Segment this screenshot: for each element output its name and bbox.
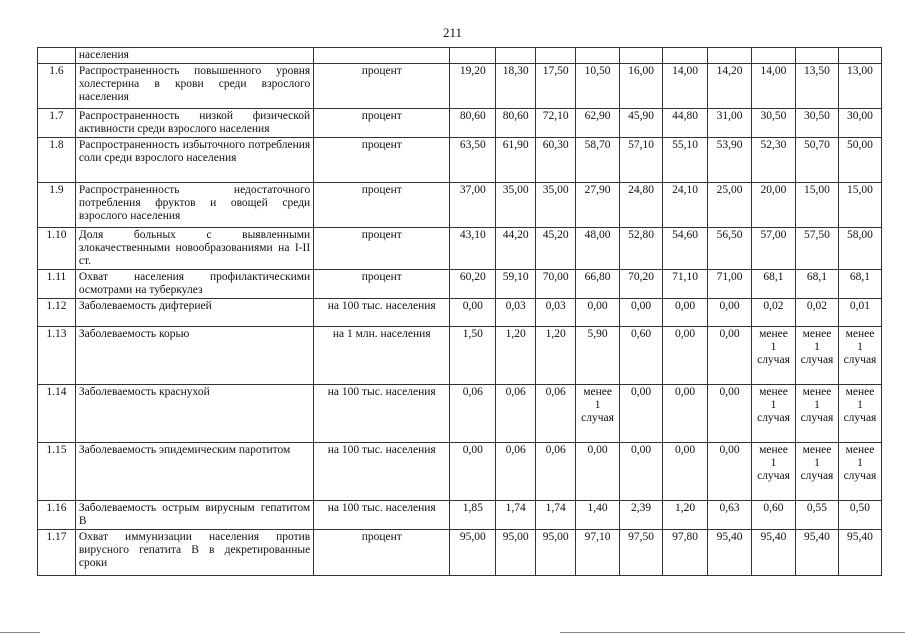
value-cell: 52,30 (752, 138, 796, 183)
table-row (38, 109, 882, 138)
unit-cell: на 1 млн. населения (314, 327, 450, 385)
indicator-table (37, 47, 882, 576)
value-cell: 35,00 (536, 183, 576, 228)
value-cell: 95,40 (752, 530, 796, 576)
table-row (38, 443, 882, 501)
row-number: 1.12 (38, 299, 76, 327)
value-cell: 18,30 (496, 64, 536, 109)
value-cell: 62,90 (576, 109, 620, 138)
value-cell: 66,80 (576, 270, 620, 299)
value-cell: 48,00 (576, 228, 620, 270)
value-cell: 24,80 (620, 183, 663, 228)
value-cell: 68,1 (795, 270, 838, 299)
value-cell: 52,80 (620, 228, 663, 270)
table-row (38, 385, 882, 443)
value-cell: 0,03 (496, 299, 536, 327)
unit-cell: процент (314, 64, 450, 109)
value-cell: 2,39 (620, 501, 663, 530)
row-number: 1.6 (38, 64, 76, 109)
value-cell: 95,40 (838, 530, 881, 576)
value-cell: 0,00 (663, 443, 708, 501)
row-number: 1.8 (38, 138, 76, 183)
value-cell: 72,10 (536, 109, 576, 138)
row-number: 1.13 (38, 327, 76, 385)
value-cell: 16,00 (620, 64, 663, 109)
value-cell: менее 1 случая (795, 385, 838, 443)
value-cell: 97,80 (663, 530, 708, 576)
value-cell: 58,70 (576, 138, 620, 183)
value-cell: 1,74 (536, 501, 576, 530)
table-row (38, 183, 882, 228)
value-cell: 0,00 (576, 299, 620, 327)
value-cell: 97,50 (620, 530, 663, 576)
value-cell: 13,00 (838, 64, 881, 109)
unit-cell: процент (314, 530, 450, 576)
value-cell: 0,01 (838, 299, 881, 327)
table-row (38, 228, 882, 270)
indicator-name: Распространенность избыточного потребления соли среди взрослого населения (75, 138, 313, 183)
value-cell: 0,06 (450, 385, 496, 443)
row-number: 1.11 (38, 270, 76, 299)
value-cell: 15,00 (838, 183, 881, 228)
value-cell: 95,00 (536, 530, 576, 576)
value-cell: 1,40 (576, 501, 620, 530)
value-cell: 80,60 (450, 109, 496, 138)
value-cell: 95,40 (795, 530, 838, 576)
table-row (38, 64, 882, 109)
value-cell: 0,00 (620, 299, 663, 327)
value-cell: 15,00 (795, 183, 838, 228)
unit-cell: процент (314, 228, 450, 270)
table-row (38, 501, 882, 530)
row-number (38, 48, 76, 64)
value-cell: 35,00 (496, 183, 536, 228)
indicator-name: населения (75, 48, 313, 64)
value-cell: 61,90 (496, 138, 536, 183)
indicator-name: Заболеваемость эпидемическим паротитом (75, 443, 313, 501)
value-cell: 95,00 (496, 530, 536, 576)
value-cell: 30,50 (795, 109, 838, 138)
indicator-name: Заболеваемость краснухой (75, 385, 313, 443)
unit-cell (314, 48, 450, 64)
table-row (38, 530, 882, 576)
value-cell: 44,20 (496, 228, 536, 270)
value-cell: 14,00 (663, 64, 708, 109)
value-cell: 44,80 (663, 109, 708, 138)
value-cell: 43,10 (450, 228, 496, 270)
value-cell: 1,85 (450, 501, 496, 530)
value-cell: 1,50 (450, 327, 496, 385)
row-number: 1.14 (38, 385, 76, 443)
unit-cell: процент (314, 109, 450, 138)
value-cell: 0,50 (838, 501, 881, 530)
value-cell: 0,00 (708, 443, 752, 501)
unit-cell: процент (314, 270, 450, 299)
value-cell: 0,00 (708, 385, 752, 443)
value-cell: менее 1 случая (752, 385, 796, 443)
value-cell: 13,50 (795, 64, 838, 109)
table-row (38, 270, 882, 299)
value-cell: 0,00 (663, 327, 708, 385)
value-cell: 1,74 (496, 501, 536, 530)
indicator-name: Распространенность низкой физической активности среди взрослого населения (75, 109, 313, 138)
indicator-name: Заболеваемость острым вирусным гепатитом В (75, 501, 313, 530)
value-cell: менее 1 случая (752, 443, 796, 501)
table-row (38, 138, 882, 183)
value-cell: 10,50 (576, 64, 620, 109)
page-bottom-rule-left (0, 632, 40, 633)
value-cell: 0,02 (795, 299, 838, 327)
value-cell: 0,00 (663, 385, 708, 443)
value-cell: 0,60 (752, 501, 796, 530)
unit-cell: на 100 тыс. населения (314, 443, 450, 501)
value-cell: 25,00 (708, 183, 752, 228)
value-cell: 59,10 (496, 270, 536, 299)
value-cell: 71,10 (663, 270, 708, 299)
row-number: 1.9 (38, 183, 76, 228)
value-cell: 17,50 (536, 64, 576, 109)
indicator-name: Заболеваемость корью (75, 327, 313, 385)
value-cell: 0,00 (576, 443, 620, 501)
indicator-name: Распространенность повышенного уровня холестерина в крови среди взрослого населения (75, 64, 313, 109)
page-bottom-rule-right (560, 632, 905, 633)
value-cell: 0,06 (536, 443, 576, 501)
value-cell: 1,20 (663, 501, 708, 530)
value-cell: менее 1 случая (838, 327, 881, 385)
value-cell: 63,50 (450, 138, 496, 183)
value-cell: 0,00 (708, 327, 752, 385)
value-cell: менее 1 случая (838, 443, 881, 501)
unit-cell: процент (314, 138, 450, 183)
indicator-name: Охват иммунизации населения против вирусного гепатита В в декретированные сроки (75, 530, 313, 576)
value-cell: менее 1 случая (795, 327, 838, 385)
value-cell: менее 1 случая (576, 385, 620, 443)
value-cell: 95,00 (450, 530, 496, 576)
value-cell: менее 1 случая (795, 443, 838, 501)
value-cell: 54,60 (663, 228, 708, 270)
value-cell: 31,00 (708, 109, 752, 138)
row-number: 1.7 (38, 109, 76, 138)
value-cell: 68,1 (838, 270, 881, 299)
value-cell: 0,63 (708, 501, 752, 530)
value-cell: 71,00 (708, 270, 752, 299)
value-cell: 0,60 (620, 327, 663, 385)
value-cell: 60,20 (450, 270, 496, 299)
page-number: 211 (442, 25, 463, 40)
value-cell: 56,50 (708, 228, 752, 270)
value-cell: 0,00 (620, 385, 663, 443)
indicator-name: Заболеваемость дифтерией (75, 299, 313, 327)
value-cell: 27,90 (576, 183, 620, 228)
indicator-name: Распространенность недостаточного потребления фруктов и овощей среди взрослого населения (75, 183, 313, 228)
value-cell: 57,50 (795, 228, 838, 270)
continuation-row (38, 48, 882, 64)
value-cell: 57,00 (752, 228, 796, 270)
value-cell: 19,20 (450, 64, 496, 109)
value-cell: 0,00 (663, 299, 708, 327)
value-cell: 70,00 (536, 270, 576, 299)
unit-cell: процент (314, 183, 450, 228)
value-cell: 55,10 (663, 138, 708, 183)
value-cell: 1,20 (496, 327, 536, 385)
value-cell: 60,30 (536, 138, 576, 183)
row-number: 1.15 (38, 443, 76, 501)
indicator-name: Охват населения профилактическими осмотрами на туберкулез (75, 270, 313, 299)
value-cell: 45,90 (620, 109, 663, 138)
value-cell: 24,10 (663, 183, 708, 228)
value-cell: 1,20 (536, 327, 576, 385)
value-cell: 57,10 (620, 138, 663, 183)
unit-cell: на 100 тыс. населения (314, 385, 450, 443)
table-body (38, 48, 882, 576)
value-cell: 0,55 (795, 501, 838, 530)
value-cell: 50,00 (838, 138, 881, 183)
value-cell: 97,10 (576, 530, 620, 576)
value-cell: 95,40 (708, 530, 752, 576)
indicator-name: Доля больных с выявленными злокачественными новообразованиями на I-II ст. (75, 228, 313, 270)
unit-cell: на 100 тыс. населения (314, 299, 450, 327)
table-row (38, 299, 882, 327)
table-row (38, 327, 882, 385)
value-cell: 0,06 (496, 443, 536, 501)
value-cell: 20,00 (752, 183, 796, 228)
value-cell: 0,00 (708, 299, 752, 327)
value-cell: 68,1 (752, 270, 796, 299)
row-number: 1.17 (38, 530, 76, 576)
value-cell: 0,03 (536, 299, 576, 327)
row-number: 1.10 (38, 228, 76, 270)
value-cell: 50,70 (795, 138, 838, 183)
value-cell: 45,20 (536, 228, 576, 270)
value-cell: 14,00 (752, 64, 796, 109)
value-cell: 0,02 (752, 299, 796, 327)
value-cell: 58,00 (838, 228, 881, 270)
value-cell: 0,06 (536, 385, 576, 443)
value-cell: 0,00 (620, 443, 663, 501)
value-cell: 80,60 (496, 109, 536, 138)
value-cell: 30,00 (838, 109, 881, 138)
value-cell: менее 1 случая (752, 327, 796, 385)
value-cell: 5,90 (576, 327, 620, 385)
value-cell: 53,90 (708, 138, 752, 183)
value-cell: 14,20 (708, 64, 752, 109)
row-number: 1.16 (38, 501, 76, 530)
value-cell: 70,20 (620, 270, 663, 299)
value-cell: 37,00 (450, 183, 496, 228)
value-cell: 0,06 (496, 385, 536, 443)
unit-cell: на 100 тыс. населения (314, 501, 450, 530)
value-cell: 30,50 (752, 109, 796, 138)
value-cell: менее 1 случая (838, 385, 881, 443)
value-cell: 0,00 (450, 443, 496, 501)
value-cell: 0,00 (450, 299, 496, 327)
